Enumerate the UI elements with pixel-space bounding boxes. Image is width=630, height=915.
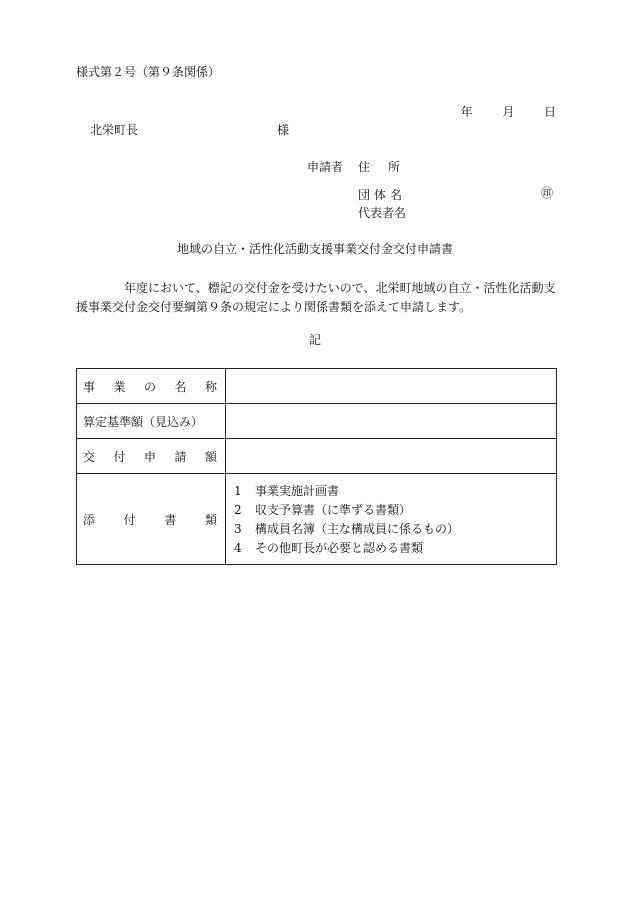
attachment-number: 4 — [234, 541, 242, 555]
attachment-text: 収支予算書（に準ずる書類） — [255, 503, 412, 517]
table-row — [77, 474, 557, 565]
table-row — [77, 369, 557, 404]
date-year: 年 — [460, 105, 473, 119]
date-day: 日 — [543, 105, 556, 119]
attachment-number: 3 — [234, 522, 242, 536]
attachments-label-char: 添 — [83, 512, 96, 527]
attachment-item — [234, 520, 556, 539]
project-name-label-char: 称 — [204, 379, 217, 394]
request-amount-label-char: 交 — [83, 449, 96, 464]
attachment-item — [234, 501, 556, 520]
seal-mark: ㊞ — [541, 186, 554, 200]
attachment-text: その他町長が必要と認める書類 — [255, 541, 424, 555]
request-amount-label-char: 付 — [113, 449, 126, 464]
project-name-label-char: の — [143, 379, 156, 394]
applicant-label: 申請者 — [307, 160, 344, 174]
date-month: 月 — [502, 105, 515, 119]
attachments-label-char: 付 — [123, 512, 136, 527]
attachment-item — [234, 482, 556, 501]
attachment-text: 事業実施計画書 — [255, 484, 340, 498]
date-line — [461, 106, 556, 118]
application-table — [76, 368, 557, 565]
addressee-name: 北栄町長 — [90, 123, 139, 137]
request-amount-field[interactable] — [226, 439, 557, 474]
attachments-label-char: 類 — [204, 512, 217, 527]
form-number: 様式第２号（第９条関係） — [76, 65, 221, 79]
address-label: 住所 — [358, 160, 419, 174]
body-text: 年度において、標記の交付金を受けたいので、北栄町地域の自立・活性化活動支援事業交付金交付要綱第９条の規定により関係書類を添えて申請します。 — [76, 281, 556, 314]
attachment-number: 2 — [234, 503, 242, 517]
row-label-request-amount — [77, 439, 226, 474]
representative-label: 代表者名 — [358, 206, 407, 220]
attachment-text: 構成員名簿（主な構成員に係るもの） — [255, 522, 460, 536]
group-name-label: 団体名 — [358, 188, 407, 202]
attachment-number: 1 — [234, 484, 242, 498]
project-name-label-char: 名 — [174, 379, 187, 394]
project-name-field[interactable] — [226, 369, 557, 404]
request-amount-label-char: 請 — [174, 449, 187, 464]
base-amount-field[interactable] — [226, 404, 557, 439]
attachments-label-char: 書 — [164, 512, 177, 527]
table-row — [77, 439, 557, 474]
document-title: 地域の自立・活性化活動支援事業交付金交付申請書 — [176, 242, 453, 256]
table-row — [77, 404, 557, 439]
row-label-attachments — [77, 474, 226, 565]
project-name-label-char: 事 — [83, 379, 96, 394]
attachments-cell — [226, 474, 557, 565]
row-label-project-name — [77, 369, 226, 404]
attachment-item — [234, 539, 556, 558]
ki-heading: 記 — [308, 333, 321, 347]
project-name-label-char: 業 — [113, 379, 126, 394]
request-amount-label-char: 額 — [204, 449, 217, 464]
row-label-base-amount: 算定基準額（見込み） — [77, 404, 226, 439]
addressee-honorific: 様 — [277, 123, 290, 137]
request-amount-label-char: 申 — [143, 449, 156, 464]
